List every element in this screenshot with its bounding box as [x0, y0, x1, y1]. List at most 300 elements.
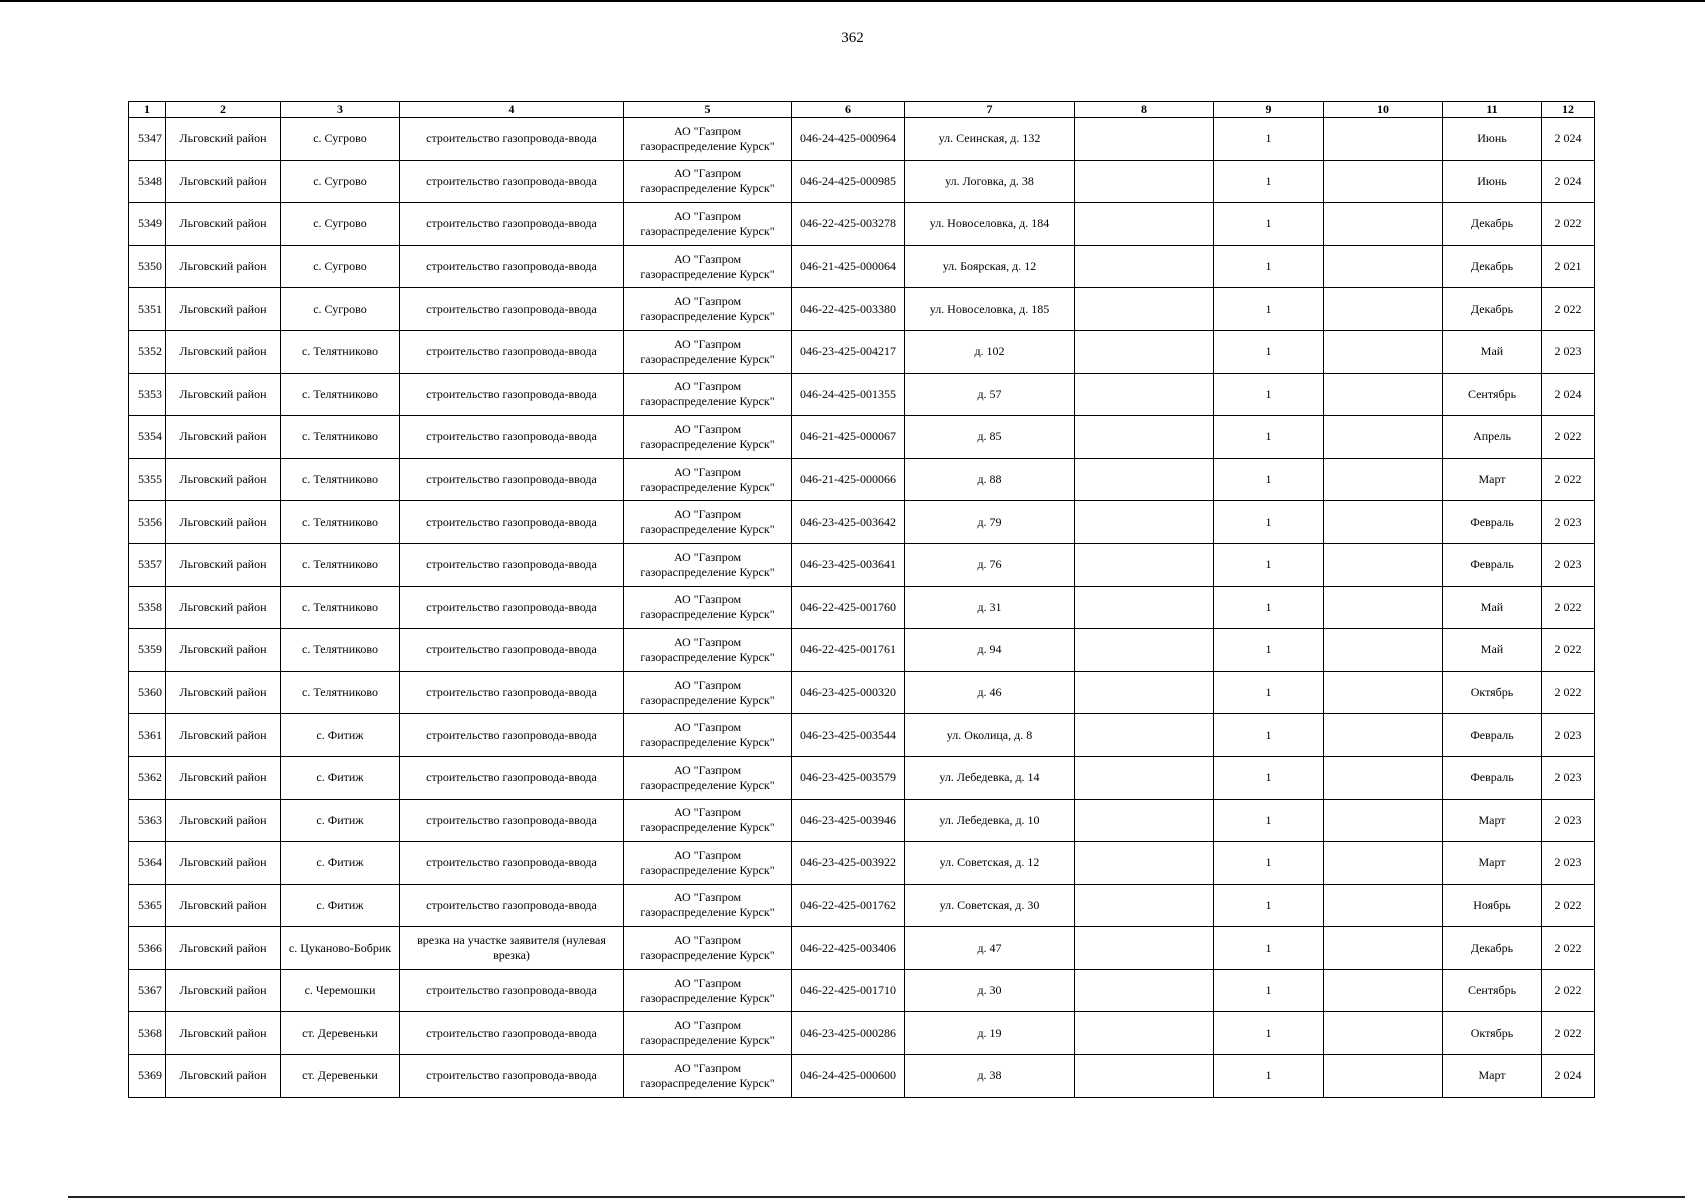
object-code-cell: 046-24-425-000964: [792, 118, 905, 161]
work-type-cell: строительство газопровода-ввода: [400, 203, 624, 246]
locality-cell: с. Фитиж: [281, 799, 400, 842]
address-cell: д. 47: [905, 927, 1075, 970]
table-row: [129, 671, 1595, 714]
organization-cell: АО "Газпром газораспределение Курск": [624, 118, 792, 161]
quantity-cell: 1: [1214, 458, 1324, 501]
table-row: [129, 927, 1595, 970]
locality-cell: с. Телятниково: [281, 543, 400, 586]
column-10-cell: [1324, 245, 1443, 288]
month-cell: Февраль: [1443, 501, 1542, 544]
organization-cell: АО "Газпром газораспределение Курск": [624, 543, 792, 586]
organization-cell: АО "Газпром газораспределение Курск": [624, 756, 792, 799]
work-type-cell: строительство газопровода-ввода: [400, 756, 624, 799]
year-cell: 2 023: [1542, 842, 1595, 885]
address-cell: д. 30: [905, 969, 1075, 1012]
row-number-cell: 5353: [129, 373, 166, 416]
year-cell: 2 022: [1542, 969, 1595, 1012]
table-row: [129, 884, 1595, 927]
address-cell: д. 76: [905, 543, 1075, 586]
column-8-cell: [1075, 799, 1214, 842]
column-header: 5: [624, 102, 792, 118]
work-type-cell: строительство газопровода-ввода: [400, 373, 624, 416]
month-cell: Май: [1443, 586, 1542, 629]
year-cell: 2 024: [1542, 160, 1595, 203]
work-type-cell: строительство газопровода-ввода: [400, 842, 624, 885]
table-row: [129, 288, 1595, 331]
district-cell: Льговский район: [166, 458, 281, 501]
locality-cell: с. Сугрово: [281, 245, 400, 288]
address-cell: д. 94: [905, 629, 1075, 672]
object-code-cell: 046-23-425-003642: [792, 501, 905, 544]
organization-cell: АО "Газпром газораспределение Курск": [624, 671, 792, 714]
locality-cell: ст. Деревеньки: [281, 1055, 400, 1098]
locality-cell: с. Цуканово-Бобрик: [281, 927, 400, 970]
column-10-cell: [1324, 586, 1443, 629]
bottom-rule: [68, 1196, 1685, 1198]
row-number-cell: 5367: [129, 969, 166, 1012]
locality-cell: с. Сугрово: [281, 203, 400, 246]
column-8-cell: [1075, 629, 1214, 672]
row-number-cell: 5356: [129, 501, 166, 544]
address-cell: д. 19: [905, 1012, 1075, 1055]
address-cell: ул. Советская, д. 30: [905, 884, 1075, 927]
row-number-cell: 5349: [129, 203, 166, 246]
year-cell: 2 023: [1542, 799, 1595, 842]
row-number-cell: 5365: [129, 884, 166, 927]
column-10-cell: [1324, 373, 1443, 416]
district-cell: Льговский район: [166, 160, 281, 203]
year-cell: 2 022: [1542, 884, 1595, 927]
quantity-cell: 1: [1214, 1055, 1324, 1098]
address-cell: д. 31: [905, 586, 1075, 629]
quantity-cell: 1: [1214, 799, 1324, 842]
object-code-cell: 046-24-425-000600: [792, 1055, 905, 1098]
quantity-cell: 1: [1214, 969, 1324, 1012]
column-header: 12: [1542, 102, 1595, 118]
row-number-cell: 5355: [129, 458, 166, 501]
year-cell: 2 022: [1542, 927, 1595, 970]
locality-cell: с. Фитиж: [281, 884, 400, 927]
month-cell: Сентябрь: [1443, 373, 1542, 416]
row-number-cell: 5358: [129, 586, 166, 629]
quantity-cell: 1: [1214, 118, 1324, 161]
work-type-cell: строительство газопровода-ввода: [400, 671, 624, 714]
work-type-cell: строительство газопровода-ввода: [400, 629, 624, 672]
table-row: [129, 1012, 1595, 1055]
table-row: [129, 756, 1595, 799]
district-cell: Льговский район: [166, 799, 281, 842]
quantity-cell: 1: [1214, 330, 1324, 373]
district-cell: Льговский район: [166, 586, 281, 629]
quantity-cell: 1: [1214, 884, 1324, 927]
column-10-cell: [1324, 714, 1443, 757]
organization-cell: АО "Газпром газораспределение Курск": [624, 714, 792, 757]
work-type-cell: строительство газопровода-ввода: [400, 416, 624, 459]
month-cell: Ноябрь: [1443, 884, 1542, 927]
month-cell: Декабрь: [1443, 927, 1542, 970]
quantity-cell: 1: [1214, 756, 1324, 799]
quantity-cell: 1: [1214, 927, 1324, 970]
address-cell: д. 79: [905, 501, 1075, 544]
column-10-cell: [1324, 1012, 1443, 1055]
row-number-cell: 5360: [129, 671, 166, 714]
locality-cell: с. Телятниково: [281, 586, 400, 629]
address-cell: ул. Лебедевка, д. 10: [905, 799, 1075, 842]
table-row: [129, 416, 1595, 459]
object-code-cell: 046-21-425-000067: [792, 416, 905, 459]
column-10-cell: [1324, 330, 1443, 373]
organization-cell: АО "Газпром газораспределение Курск": [624, 203, 792, 246]
district-cell: Льговский район: [166, 543, 281, 586]
address-cell: ул. Новоселовка, д. 185: [905, 288, 1075, 331]
quantity-cell: 1: [1214, 501, 1324, 544]
column-header: 8: [1075, 102, 1214, 118]
organization-cell: АО "Газпром газораспределение Курск": [624, 842, 792, 885]
work-type-cell: строительство газопровода-ввода: [400, 501, 624, 544]
column-8-cell: [1075, 160, 1214, 203]
district-cell: Льговский район: [166, 118, 281, 161]
organization-cell: АО "Газпром газораспределение Курск": [624, 1055, 792, 1098]
month-cell: Март: [1443, 1055, 1542, 1098]
row-number-cell: 5357: [129, 543, 166, 586]
row-number-cell: 5369: [129, 1055, 166, 1098]
year-cell: 2 024: [1542, 1055, 1595, 1098]
object-code-cell: 046-23-425-000320: [792, 671, 905, 714]
quantity-cell: 1: [1214, 203, 1324, 246]
locality-cell: с. Телятниково: [281, 458, 400, 501]
work-type-cell: врезка на участке заявителя (нулевая врезка): [400, 927, 624, 970]
locality-cell: с. Фитиж: [281, 756, 400, 799]
address-cell: ул. Околица, д. 8: [905, 714, 1075, 757]
year-cell: 2 023: [1542, 714, 1595, 757]
address-cell: д. 46: [905, 671, 1075, 714]
column-8-cell: [1075, 330, 1214, 373]
quantity-cell: 1: [1214, 586, 1324, 629]
address-cell: ул. Логовка, д. 38: [905, 160, 1075, 203]
month-cell: Октябрь: [1443, 671, 1542, 714]
column-8-cell: [1075, 884, 1214, 927]
table-row: [129, 160, 1595, 203]
quantity-cell: 1: [1214, 288, 1324, 331]
district-cell: Льговский район: [166, 1055, 281, 1098]
month-cell: Июнь: [1443, 160, 1542, 203]
year-cell: 2 023: [1542, 330, 1595, 373]
locality-cell: с. Сугрово: [281, 160, 400, 203]
month-cell: Февраль: [1443, 714, 1542, 757]
work-type-cell: строительство газопровода-ввода: [400, 799, 624, 842]
table-row: [129, 842, 1595, 885]
organization-cell: АО "Газпром газораспределение Курск": [624, 245, 792, 288]
locality-cell: с. Телятниково: [281, 671, 400, 714]
quantity-cell: 1: [1214, 245, 1324, 288]
quantity-cell: 1: [1214, 629, 1324, 672]
year-cell: 2 023: [1542, 756, 1595, 799]
work-type-cell: строительство газопровода-ввода: [400, 118, 624, 161]
organization-cell: АО "Газпром газораспределение Курск": [624, 1012, 792, 1055]
column-10-cell: [1324, 543, 1443, 586]
month-cell: Февраль: [1443, 543, 1542, 586]
row-number-cell: 5368: [129, 1012, 166, 1055]
page-number: 362: [841, 30, 864, 46]
quantity-cell: 1: [1214, 714, 1324, 757]
column-8-cell: [1075, 842, 1214, 885]
address-cell: д. 102: [905, 330, 1075, 373]
column-8-cell: [1075, 714, 1214, 757]
column-header: 4: [400, 102, 624, 118]
quantity-cell: 1: [1214, 543, 1324, 586]
district-cell: Льговский район: [166, 629, 281, 672]
column-header: 9: [1214, 102, 1324, 118]
quantity-cell: 1: [1214, 842, 1324, 885]
month-cell: Июнь: [1443, 118, 1542, 161]
object-code-cell: 046-23-425-003946: [792, 799, 905, 842]
object-code-cell: 046-23-425-000286: [792, 1012, 905, 1055]
locality-cell: с. Телятниково: [281, 501, 400, 544]
table-row: [129, 501, 1595, 544]
locality-cell: с. Телятниково: [281, 330, 400, 373]
object-code-cell: 046-22-425-003380: [792, 288, 905, 331]
organization-cell: АО "Газпром газораспределение Курск": [624, 927, 792, 970]
register-table: [128, 101, 1595, 1098]
object-code-cell: 046-21-425-000064: [792, 245, 905, 288]
table-row: [129, 458, 1595, 501]
object-code-cell: 046-21-425-000066: [792, 458, 905, 501]
column-header: 6: [792, 102, 905, 118]
locality-cell: с. Телятниково: [281, 373, 400, 416]
quantity-cell: 1: [1214, 671, 1324, 714]
column-8-cell: [1075, 586, 1214, 629]
column-10-cell: [1324, 671, 1443, 714]
table-row: [129, 118, 1595, 161]
month-cell: Сентябрь: [1443, 969, 1542, 1012]
year-cell: 2 024: [1542, 118, 1595, 161]
column-10-cell: [1324, 884, 1443, 927]
work-type-cell: строительство газопровода-ввода: [400, 245, 624, 288]
locality-cell: с. Сугрово: [281, 118, 400, 161]
object-code-cell: 046-22-425-001762: [792, 884, 905, 927]
column-8-cell: [1075, 118, 1214, 161]
organization-cell: АО "Газпром газораспределение Курск": [624, 884, 792, 927]
column-10-cell: [1324, 203, 1443, 246]
column-8-cell: [1075, 288, 1214, 331]
quantity-cell: 1: [1214, 416, 1324, 459]
month-cell: Март: [1443, 799, 1542, 842]
row-number-cell: 5364: [129, 842, 166, 885]
table-row: [129, 330, 1595, 373]
year-cell: 2 022: [1542, 1012, 1595, 1055]
table-row: [129, 203, 1595, 246]
district-cell: Льговский район: [166, 671, 281, 714]
organization-cell: АО "Газпром газораспределение Курск": [624, 160, 792, 203]
work-type-cell: строительство газопровода-ввода: [400, 160, 624, 203]
column-header: 11: [1443, 102, 1542, 118]
column-8-cell: [1075, 245, 1214, 288]
table-row: [129, 1055, 1595, 1098]
column-10-cell: [1324, 927, 1443, 970]
work-type-cell: строительство газопровода-ввода: [400, 288, 624, 331]
work-type-cell: строительство газопровода-ввода: [400, 543, 624, 586]
district-cell: Льговский район: [166, 416, 281, 459]
year-cell: 2 024: [1542, 373, 1595, 416]
row-number-cell: 5350: [129, 245, 166, 288]
column-header: 10: [1324, 102, 1443, 118]
organization-cell: АО "Газпром газораспределение Курск": [624, 416, 792, 459]
organization-cell: АО "Газпром газораспределение Курск": [624, 330, 792, 373]
year-cell: 2 022: [1542, 288, 1595, 331]
row-number-cell: 5361: [129, 714, 166, 757]
column-8-cell: [1075, 756, 1214, 799]
object-code-cell: 046-22-425-003406: [792, 927, 905, 970]
organization-cell: АО "Газпром газораспределение Курск": [624, 288, 792, 331]
object-code-cell: 046-24-425-001355: [792, 373, 905, 416]
year-cell: 2 022: [1542, 203, 1595, 246]
year-cell: 2 023: [1542, 501, 1595, 544]
column-8-cell: [1075, 671, 1214, 714]
year-cell: 2 022: [1542, 629, 1595, 672]
address-cell: д. 85: [905, 416, 1075, 459]
object-code-cell: 046-23-425-003544: [792, 714, 905, 757]
row-number-cell: 5366: [129, 927, 166, 970]
object-code-cell: 046-24-425-000985: [792, 160, 905, 203]
column-8-cell: [1075, 969, 1214, 1012]
column-10-cell: [1324, 288, 1443, 331]
address-cell: д. 38: [905, 1055, 1075, 1098]
header-row: [129, 102, 1595, 118]
column-8-cell: [1075, 416, 1214, 459]
column-8-cell: [1075, 543, 1214, 586]
table-row: [129, 969, 1595, 1012]
locality-cell: с. Телятниково: [281, 629, 400, 672]
year-cell: 2 022: [1542, 671, 1595, 714]
district-cell: Льговский район: [166, 927, 281, 970]
work-type-cell: строительство газопровода-ввода: [400, 586, 624, 629]
column-8-cell: [1075, 927, 1214, 970]
organization-cell: АО "Газпром газораспределение Курск": [624, 799, 792, 842]
locality-cell: с. Фитиж: [281, 842, 400, 885]
row-number-cell: 5352: [129, 330, 166, 373]
column-10-cell: [1324, 799, 1443, 842]
object-code-cell: 046-22-425-001760: [792, 586, 905, 629]
quantity-cell: 1: [1214, 1012, 1324, 1055]
object-code-cell: 046-22-425-001761: [792, 629, 905, 672]
column-10-cell: [1324, 629, 1443, 672]
column-8-cell: [1075, 501, 1214, 544]
quantity-cell: 1: [1214, 373, 1324, 416]
column-8-cell: [1075, 458, 1214, 501]
table-row: [129, 714, 1595, 757]
district-cell: Льговский район: [166, 245, 281, 288]
locality-cell: с. Фитиж: [281, 714, 400, 757]
locality-cell: с. Сугрово: [281, 288, 400, 331]
top-rule: [0, 0, 1705, 2]
year-cell: 2 022: [1542, 416, 1595, 459]
organization-cell: АО "Газпром газораспределение Курск": [624, 586, 792, 629]
work-type-cell: строительство газопровода-ввода: [400, 458, 624, 501]
address-cell: д. 57: [905, 373, 1075, 416]
table-row: [129, 245, 1595, 288]
object-code-cell: 046-23-425-004217: [792, 330, 905, 373]
column-10-cell: [1324, 118, 1443, 161]
row-number-cell: 5348: [129, 160, 166, 203]
column-8-cell: [1075, 1012, 1214, 1055]
table-body: [129, 118, 1595, 1098]
column-10-cell: [1324, 842, 1443, 885]
address-cell: ул. Сеинская, д. 132: [905, 118, 1075, 161]
table-row: [129, 543, 1595, 586]
object-code-cell: 046-22-425-003278: [792, 203, 905, 246]
table-row: [129, 799, 1595, 842]
month-cell: Март: [1443, 458, 1542, 501]
year-cell: 2 021: [1542, 245, 1595, 288]
work-type-cell: строительство газопровода-ввода: [400, 1012, 624, 1055]
organization-cell: АО "Газпром газораспределение Курск": [624, 969, 792, 1012]
work-type-cell: строительство газопровода-ввода: [400, 1055, 624, 1098]
month-cell: Апрель: [1443, 416, 1542, 459]
column-10-cell: [1324, 416, 1443, 459]
district-cell: Льговский район: [166, 884, 281, 927]
row-number-cell: 5354: [129, 416, 166, 459]
year-cell: 2 022: [1542, 586, 1595, 629]
district-cell: Льговский район: [166, 1012, 281, 1055]
column-header: 2: [166, 102, 281, 118]
district-cell: Льговский район: [166, 842, 281, 885]
column-10-cell: [1324, 1055, 1443, 1098]
work-type-cell: строительство газопровода-ввода: [400, 969, 624, 1012]
month-cell: Март: [1443, 842, 1542, 885]
district-cell: Льговский район: [166, 203, 281, 246]
locality-cell: с. Телятниково: [281, 416, 400, 459]
column-10-cell: [1324, 756, 1443, 799]
address-cell: ул. Лебедевка, д. 14: [905, 756, 1075, 799]
district-cell: Льговский район: [166, 756, 281, 799]
organization-cell: АО "Газпром газораспределение Курск": [624, 458, 792, 501]
table-row: [129, 586, 1595, 629]
address-cell: ул. Советская, д. 12: [905, 842, 1075, 885]
quantity-cell: 1: [1214, 160, 1324, 203]
district-cell: Льговский район: [166, 288, 281, 331]
organization-cell: АО "Газпром газораспределение Курск": [624, 629, 792, 672]
row-number-cell: 5363: [129, 799, 166, 842]
district-cell: Льговский район: [166, 330, 281, 373]
district-cell: Льговский район: [166, 714, 281, 757]
column-header: 3: [281, 102, 400, 118]
column-header: 7: [905, 102, 1075, 118]
locality-cell: с. Черемошки: [281, 969, 400, 1012]
month-cell: Декабрь: [1443, 203, 1542, 246]
address-cell: д. 88: [905, 458, 1075, 501]
year-cell: 2 022: [1542, 458, 1595, 501]
locality-cell: ст. Деревеньки: [281, 1012, 400, 1055]
column-10-cell: [1324, 969, 1443, 1012]
object-code-cell: 046-23-425-003922: [792, 842, 905, 885]
column-8-cell: [1075, 373, 1214, 416]
column-8-cell: [1075, 203, 1214, 246]
address-cell: ул. Боярская, д. 12: [905, 245, 1075, 288]
district-cell: Льговский район: [166, 969, 281, 1012]
row-number-cell: 5359: [129, 629, 166, 672]
column-header: 1: [129, 102, 166, 118]
month-cell: Декабрь: [1443, 288, 1542, 331]
row-number-cell: 5362: [129, 756, 166, 799]
column-10-cell: [1324, 501, 1443, 544]
organization-cell: АО "Газпром газораспределение Курск": [624, 501, 792, 544]
object-code-cell: 046-23-425-003579: [792, 756, 905, 799]
row-number-cell: 5351: [129, 288, 166, 331]
month-cell: Май: [1443, 629, 1542, 672]
work-type-cell: строительство газопровода-ввода: [400, 884, 624, 927]
month-cell: Май: [1443, 330, 1542, 373]
column-8-cell: [1075, 1055, 1214, 1098]
